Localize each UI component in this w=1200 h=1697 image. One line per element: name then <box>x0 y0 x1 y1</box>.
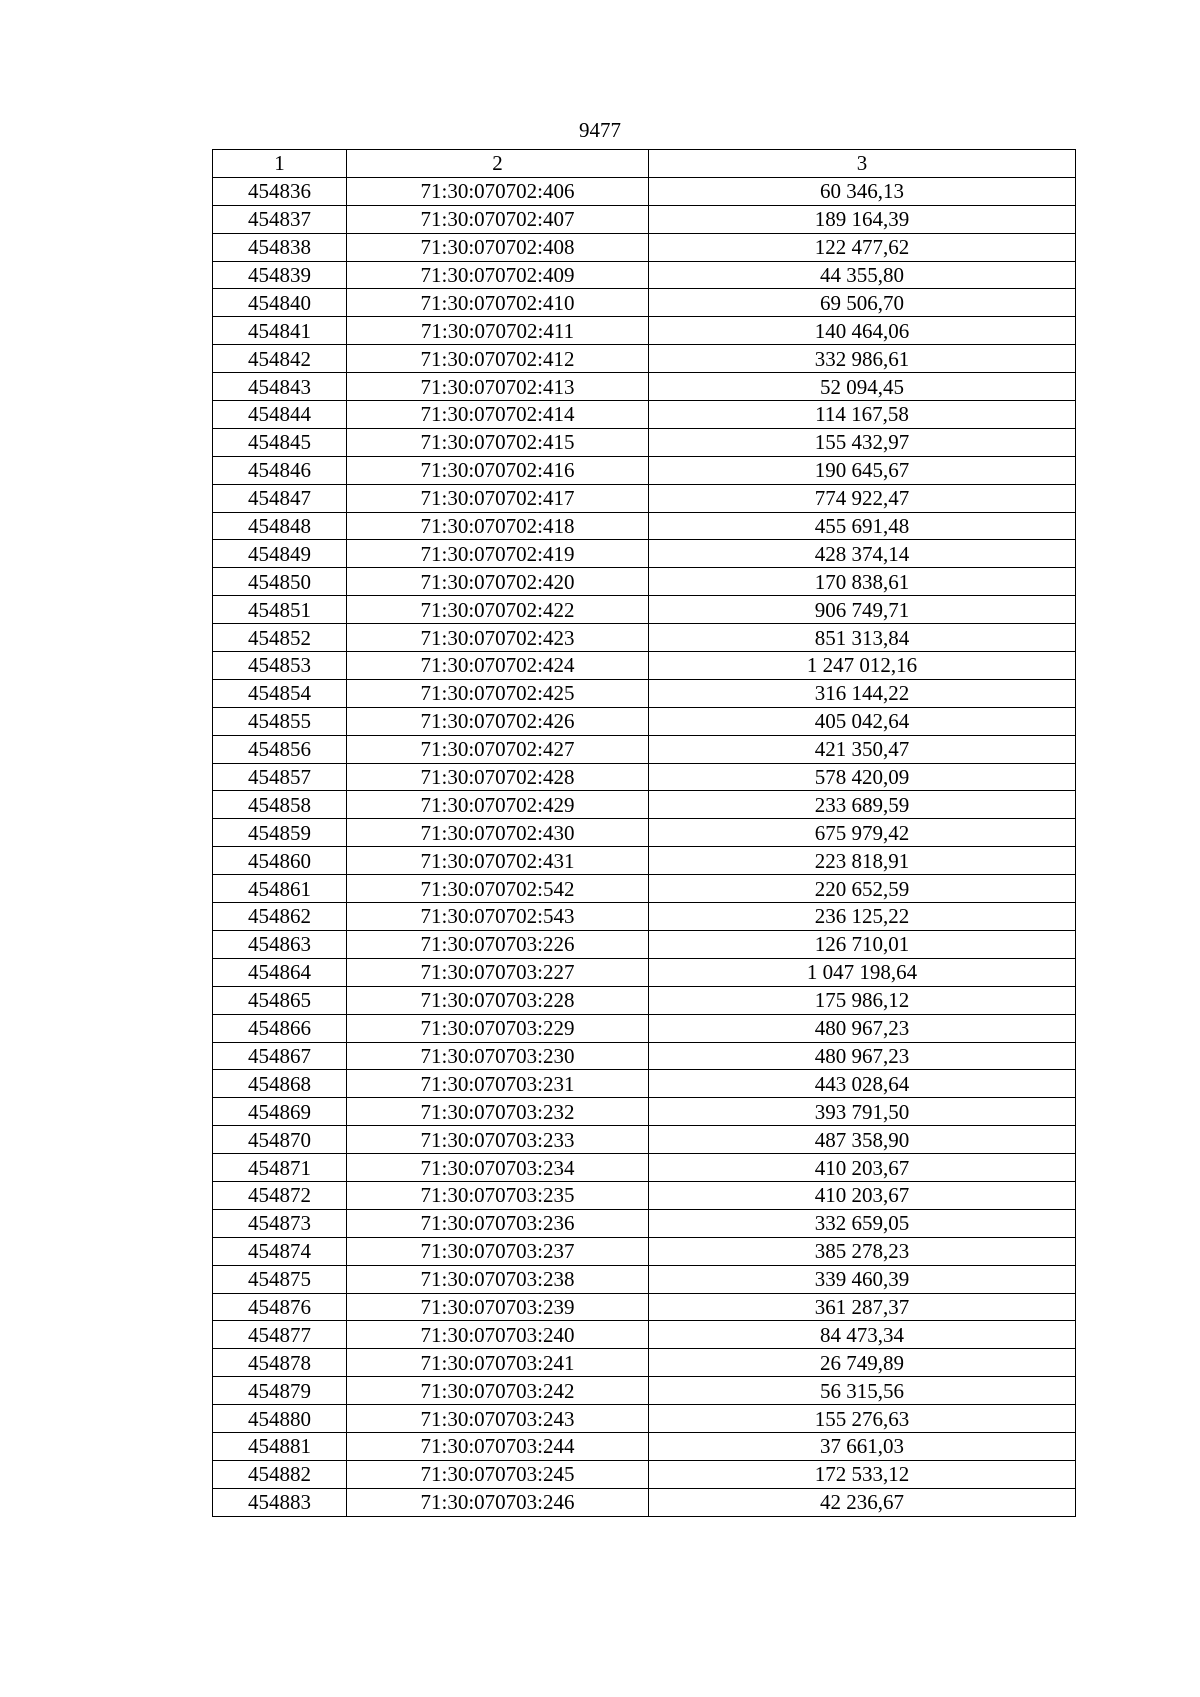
cadastral-number-cell: 71:30:070702:407 <box>347 205 649 233</box>
row-number-cell: 454866 <box>213 1014 347 1042</box>
table-row <box>213 1349 1076 1377</box>
cadastral-value-cell: 236 125,22 <box>649 903 1076 931</box>
table-row <box>213 707 1076 735</box>
table-row <box>213 1014 1076 1042</box>
cadastral-value-cell: 578 420,09 <box>649 763 1076 791</box>
table-row <box>213 1265 1076 1293</box>
table-row <box>213 568 1076 596</box>
cadastral-value-cell: 140 464,06 <box>649 317 1076 345</box>
row-number-cell: 454862 <box>213 903 347 931</box>
cadastral-number-cell: 71:30:070702:413 <box>347 373 649 401</box>
table-row <box>213 819 1076 847</box>
row-number-cell: 454869 <box>213 1098 347 1126</box>
cadastral-number-cell: 71:30:070703:231 <box>347 1070 649 1098</box>
row-number-cell: 454860 <box>213 847 347 875</box>
table-row <box>213 1377 1076 1405</box>
cadastral-number-cell: 71:30:070703:228 <box>347 986 649 1014</box>
cadastral-number-cell: 71:30:070702:417 <box>347 484 649 512</box>
row-number-cell: 454873 <box>213 1209 347 1237</box>
table-row <box>213 679 1076 707</box>
column-header-3: 3 <box>649 150 1076 178</box>
cadastral-value-cell: 44 355,80 <box>649 261 1076 289</box>
cadastral-number-cell: 71:30:070702:414 <box>347 401 649 429</box>
row-number-cell: 454839 <box>213 261 347 289</box>
row-number-cell: 454878 <box>213 1349 347 1377</box>
cadastral-value-cell: 155 432,97 <box>649 428 1076 456</box>
cadastral-value-cell: 851 313,84 <box>649 624 1076 652</box>
cadastral-value-cell: 69 506,70 <box>649 289 1076 317</box>
table-row <box>213 1321 1076 1349</box>
cadastral-number-cell: 71:30:070703:236 <box>347 1209 649 1237</box>
cadastral-number-cell: 71:30:070703:235 <box>347 1181 649 1209</box>
table-row <box>213 875 1076 903</box>
row-number-cell: 454856 <box>213 735 347 763</box>
cadastral-value-table <box>212 149 1076 1517</box>
cadastral-value-cell: 428 374,14 <box>649 540 1076 568</box>
cadastral-value-cell: 223 818,91 <box>649 847 1076 875</box>
row-number-cell: 454848 <box>213 512 347 540</box>
cadastral-number-cell: 71:30:070702:430 <box>347 819 649 847</box>
row-number-cell: 454868 <box>213 1070 347 1098</box>
row-number-cell: 454883 <box>213 1488 347 1516</box>
row-number-cell: 454879 <box>213 1377 347 1405</box>
table-row <box>213 1098 1076 1126</box>
table-row <box>213 1209 1076 1237</box>
cadastral-value-cell: 332 659,05 <box>649 1209 1076 1237</box>
cadastral-value-cell: 443 028,64 <box>649 1070 1076 1098</box>
cadastral-value-cell: 675 979,42 <box>649 819 1076 847</box>
cadastral-value-cell: 1 247 012,16 <box>649 652 1076 680</box>
cadastral-value-cell: 421 350,47 <box>649 735 1076 763</box>
cadastral-number-cell: 71:30:070702:420 <box>347 568 649 596</box>
table-row <box>213 205 1076 233</box>
cadastral-value-cell: 26 749,89 <box>649 1349 1076 1377</box>
cadastral-value-cell: 175 986,12 <box>649 986 1076 1014</box>
cadastral-value-cell: 190 645,67 <box>649 456 1076 484</box>
row-number-cell: 454871 <box>213 1154 347 1182</box>
row-number-cell: 454843 <box>213 373 347 401</box>
table-row <box>213 986 1076 1014</box>
cadastral-value-cell: 480 967,23 <box>649 1014 1076 1042</box>
cadastral-value-cell: 122 477,62 <box>649 233 1076 261</box>
cadastral-value-cell: 155 276,63 <box>649 1405 1076 1433</box>
cadastral-number-cell: 71:30:070703:243 <box>347 1405 649 1433</box>
table-body <box>213 177 1076 1516</box>
table-row <box>213 791 1076 819</box>
cadastral-value-cell: 480 967,23 <box>649 1042 1076 1070</box>
table-row <box>213 177 1076 205</box>
cadastral-number-cell: 71:30:070703:233 <box>347 1126 649 1154</box>
cadastral-number-cell: 71:30:070703:230 <box>347 1042 649 1070</box>
table-row <box>213 652 1076 680</box>
row-number-cell: 454865 <box>213 986 347 1014</box>
row-number-cell: 454857 <box>213 763 347 791</box>
cadastral-number-cell: 71:30:070703:234 <box>347 1154 649 1182</box>
cadastral-value-cell: 126 710,01 <box>649 930 1076 958</box>
cadastral-number-cell: 71:30:070702:422 <box>347 596 649 624</box>
table-row <box>213 512 1076 540</box>
row-number-cell: 454841 <box>213 317 347 345</box>
row-number-cell: 454844 <box>213 401 347 429</box>
row-number-cell: 454838 <box>213 233 347 261</box>
table-row <box>213 484 1076 512</box>
row-number-cell: 454867 <box>213 1042 347 1070</box>
cadastral-value-cell: 361 287,37 <box>649 1293 1076 1321</box>
cadastral-value-cell: 170 838,61 <box>649 568 1076 596</box>
table-row <box>213 1432 1076 1460</box>
cadastral-value-cell: 37 661,03 <box>649 1432 1076 1460</box>
row-number-cell: 454849 <box>213 540 347 568</box>
table-row <box>213 401 1076 429</box>
row-number-cell: 454845 <box>213 428 347 456</box>
table-header <box>213 150 1076 178</box>
cadastral-number-cell: 71:30:070702:429 <box>347 791 649 819</box>
row-number-cell: 454874 <box>213 1237 347 1265</box>
cadastral-number-cell: 71:30:070702:431 <box>347 847 649 875</box>
table-row <box>213 903 1076 931</box>
cadastral-number-cell: 71:30:070702:415 <box>347 428 649 456</box>
row-number-cell: 454882 <box>213 1460 347 1488</box>
header-row <box>213 150 1076 178</box>
cadastral-number-cell: 71:30:070702:423 <box>347 624 649 652</box>
cadastral-number-cell: 71:30:070702:411 <box>347 317 649 345</box>
cadastral-number-cell: 71:30:070703:239 <box>347 1293 649 1321</box>
cadastral-value-cell: 52 094,45 <box>649 373 1076 401</box>
cadastral-number-cell: 71:30:070702:428 <box>347 763 649 791</box>
cadastral-value-cell: 385 278,23 <box>649 1237 1076 1265</box>
cadastral-value-cell: 56 315,56 <box>649 1377 1076 1405</box>
row-number-cell: 454836 <box>213 177 347 205</box>
cadastral-number-cell: 71:30:070703:238 <box>347 1265 649 1293</box>
table-row <box>213 847 1076 875</box>
cadastral-number-cell: 71:30:070702:424 <box>347 652 649 680</box>
cadastral-value-cell: 316 144,22 <box>649 679 1076 707</box>
table-row <box>213 624 1076 652</box>
row-number-cell: 454837 <box>213 205 347 233</box>
cadastral-number-cell: 71:30:070702:419 <box>347 540 649 568</box>
cadastral-number-cell: 71:30:070702:410 <box>347 289 649 317</box>
table-row <box>213 1042 1076 1070</box>
cadastral-number-cell: 71:30:070703:241 <box>347 1349 649 1377</box>
cadastral-number-cell: 71:30:070703:244 <box>347 1432 649 1460</box>
table-row <box>213 930 1076 958</box>
row-number-cell: 454880 <box>213 1405 347 1433</box>
cadastral-number-cell: 71:30:070703:246 <box>347 1488 649 1516</box>
row-number-cell: 454859 <box>213 819 347 847</box>
table-row <box>213 735 1076 763</box>
row-number-cell: 454852 <box>213 624 347 652</box>
cadastral-number-cell: 71:30:070703:232 <box>347 1098 649 1126</box>
cadastral-value-cell: 455 691,48 <box>649 512 1076 540</box>
row-number-cell: 454864 <box>213 958 347 986</box>
cadastral-number-cell: 71:30:070703:229 <box>347 1014 649 1042</box>
row-number-cell: 454842 <box>213 345 347 373</box>
cadastral-number-cell: 71:30:070703:242 <box>347 1377 649 1405</box>
table-row <box>213 373 1076 401</box>
row-number-cell: 454875 <box>213 1265 347 1293</box>
cadastral-number-cell: 71:30:070702:409 <box>347 261 649 289</box>
table-row <box>213 1070 1076 1098</box>
table-row <box>213 596 1076 624</box>
row-number-cell: 454861 <box>213 875 347 903</box>
row-number-cell: 454853 <box>213 652 347 680</box>
cadastral-value-cell: 405 042,64 <box>649 707 1076 735</box>
cadastral-number-cell: 71:30:070702:425 <box>347 679 649 707</box>
cadastral-value-cell: 339 460,39 <box>649 1265 1076 1293</box>
table-row <box>213 289 1076 317</box>
row-number-cell: 454858 <box>213 791 347 819</box>
cadastral-value-cell: 487 358,90 <box>649 1126 1076 1154</box>
cadastral-number-cell: 71:30:070702:542 <box>347 875 649 903</box>
table-row <box>213 1181 1076 1209</box>
row-number-cell: 454881 <box>213 1432 347 1460</box>
cadastral-number-cell: 71:30:070703:240 <box>347 1321 649 1349</box>
cadastral-number-cell: 71:30:070702:406 <box>347 177 649 205</box>
row-number-cell: 454870 <box>213 1126 347 1154</box>
cadastral-value-cell: 172 533,12 <box>649 1460 1076 1488</box>
cadastral-value-cell: 410 203,67 <box>649 1154 1076 1182</box>
row-number-cell: 454872 <box>213 1181 347 1209</box>
cadastral-number-cell: 71:30:070702:418 <box>347 512 649 540</box>
row-number-cell: 454840 <box>213 289 347 317</box>
cadastral-number-cell: 71:30:070702:426 <box>347 707 649 735</box>
row-number-cell: 454846 <box>213 456 347 484</box>
cadastral-value-cell: 393 791,50 <box>649 1098 1076 1126</box>
table-row <box>213 1154 1076 1182</box>
cadastral-number-cell: 71:30:070703:226 <box>347 930 649 958</box>
row-number-cell: 454855 <box>213 707 347 735</box>
table-row <box>213 1126 1076 1154</box>
row-number-cell: 454850 <box>213 568 347 596</box>
table-row <box>213 1237 1076 1265</box>
table-row <box>213 317 1076 345</box>
cadastral-number-cell: 71:30:070703:227 <box>347 958 649 986</box>
row-number-cell: 454877 <box>213 1321 347 1349</box>
table-row <box>213 428 1076 456</box>
table-row <box>213 540 1076 568</box>
cadastral-value-cell: 332 986,61 <box>649 345 1076 373</box>
row-number-cell: 454876 <box>213 1293 347 1321</box>
table-row <box>213 1405 1076 1433</box>
cadastral-value-cell: 189 164,39 <box>649 205 1076 233</box>
table-row <box>213 763 1076 791</box>
row-number-cell: 454851 <box>213 596 347 624</box>
row-number-cell: 454847 <box>213 484 347 512</box>
cadastral-number-cell: 71:30:070702:408 <box>347 233 649 261</box>
cadastral-value-cell: 1 047 198,64 <box>649 958 1076 986</box>
cadastral-value-cell: 906 749,71 <box>649 596 1076 624</box>
column-header-2: 2 <box>347 150 649 178</box>
table-row <box>213 345 1076 373</box>
cadastral-number-cell: 71:30:070702:427 <box>347 735 649 763</box>
table-row <box>213 1460 1076 1488</box>
cadastral-value-cell: 410 203,67 <box>649 1181 1076 1209</box>
cadastral-number-cell: 71:30:070702:543 <box>347 903 649 931</box>
cadastral-value-cell: 233 689,59 <box>649 791 1076 819</box>
cadastral-number-cell: 71:30:070702:412 <box>347 345 649 373</box>
cadastral-number-cell: 71:30:070702:416 <box>347 456 649 484</box>
column-header-1: 1 <box>213 150 347 178</box>
cadastral-value-cell: 42 236,67 <box>649 1488 1076 1516</box>
cadastral-value-cell: 220 652,59 <box>649 875 1076 903</box>
cadastral-value-cell: 774 922,47 <box>649 484 1076 512</box>
row-number-cell: 454863 <box>213 930 347 958</box>
cadastral-value-cell: 84 473,34 <box>649 1321 1076 1349</box>
page-number: 9477 <box>579 118 621 142</box>
table-row <box>213 1488 1076 1516</box>
table-row <box>213 958 1076 986</box>
row-number-cell: 454854 <box>213 679 347 707</box>
table-row <box>213 1293 1076 1321</box>
cadastral-number-cell: 71:30:070703:245 <box>347 1460 649 1488</box>
cadastral-number-cell: 71:30:070703:237 <box>347 1237 649 1265</box>
cadastral-value-cell: 114 167,58 <box>649 401 1076 429</box>
table-row <box>213 456 1076 484</box>
table-row <box>213 261 1076 289</box>
table-row <box>213 233 1076 261</box>
cadastral-value-cell: 60 346,13 <box>649 177 1076 205</box>
